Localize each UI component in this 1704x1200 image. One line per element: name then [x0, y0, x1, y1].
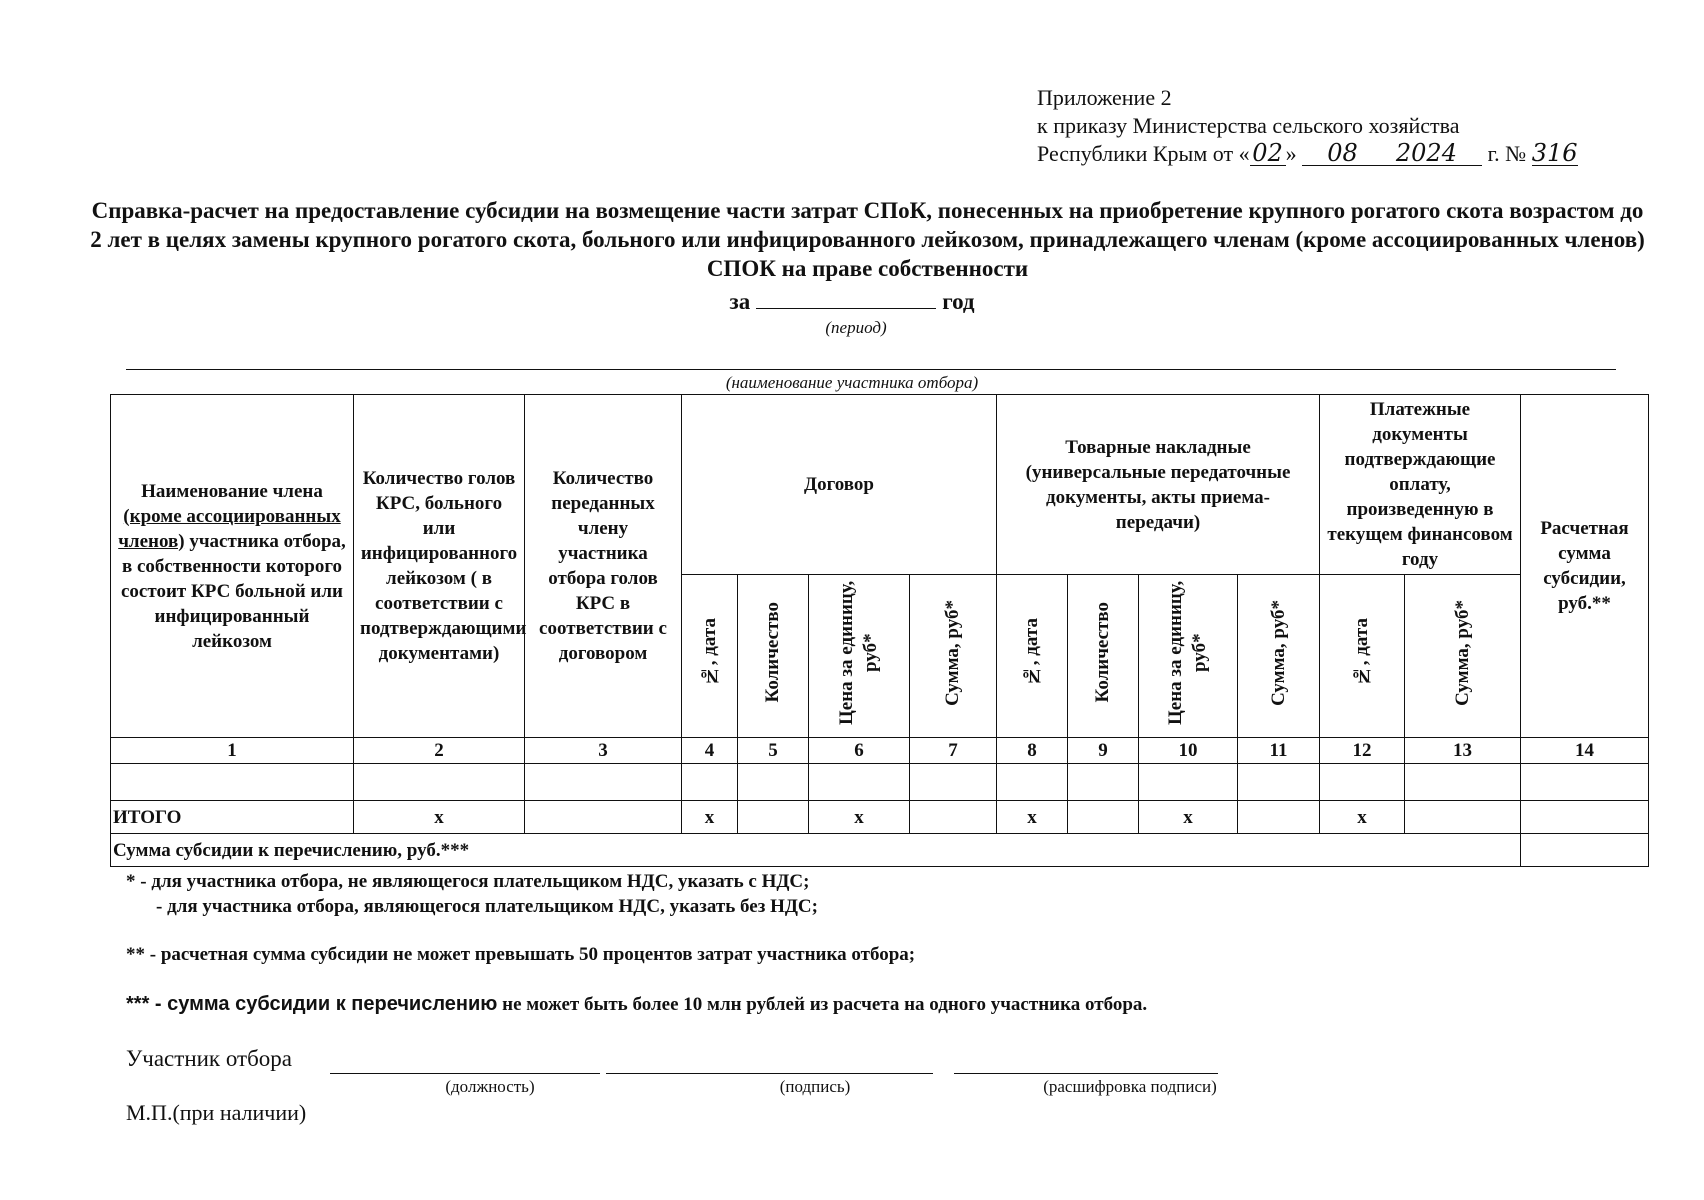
- header-transferred-count: Количество переданных члену участника отбора голов КРС в соответствии с договором: [525, 395, 682, 738]
- appendix-line-2: к приказу Министерства сельского хозяйства: [1037, 113, 1460, 138]
- period-suffix: год: [942, 289, 975, 314]
- table-cell[interactable]: [1068, 764, 1139, 801]
- table-cell[interactable]: [1521, 764, 1649, 801]
- sub-invoice-qty: [1068, 575, 1139, 738]
- table-cell[interactable]: [809, 764, 910, 801]
- col-num: 2: [354, 738, 525, 764]
- signature-label: Участник отбора: [126, 1046, 293, 1071]
- total-cell: х: [354, 801, 525, 834]
- appendix-day-close: »: [1285, 141, 1297, 166]
- subsidy-transfer-row: [111, 834, 1649, 867]
- table-cell[interactable]: [910, 764, 997, 801]
- col-num: 13: [1405, 738, 1521, 764]
- sub-contract-sum-text: Сумма, руб*: [942, 599, 963, 706]
- period-line: [0, 288, 1704, 315]
- col-num: 14: [1521, 738, 1649, 764]
- footnote-3-part-b: не может быть более 10 млн рублей из расчета на одного участника отбора.: [502, 994, 1148, 1015]
- col-num: 10: [1139, 738, 1238, 764]
- subsidy-transfer-value[interactable]: [1521, 834, 1649, 867]
- table-cell[interactable]: [1139, 764, 1238, 801]
- sub-contract-price: [809, 575, 910, 738]
- sub-invoice-price-text: Цена за единицу, руб*: [1165, 580, 1211, 725]
- total-cell[interactable]: [910, 801, 997, 834]
- signature-field[interactable]: [606, 1073, 933, 1074]
- table-cell[interactable]: [111, 764, 354, 801]
- total-cell: х: [997, 801, 1068, 834]
- sub-invoice-qty-text: Количество: [1092, 602, 1114, 703]
- footnote-2: ** - расчетная сумма субсидии не может превышать 50 процентов затрат участника отбора;: [126, 944, 916, 965]
- appendix-line-1: Приложение 2: [1037, 85, 1172, 110]
- signature-decoding-field[interactable]: [954, 1073, 1218, 1074]
- header-member-name-a: Наименование члена: [141, 480, 323, 502]
- total-cell[interactable]: [1068, 801, 1139, 834]
- table-cell[interactable]: [354, 764, 525, 801]
- appendix-month-year: [1302, 141, 1482, 166]
- header-member-name-b: (кроме ассоциированных членов): [118, 505, 341, 552]
- header-calc-subsidy: Расчетная сумма субсидии, руб.**: [1521, 395, 1649, 738]
- sub-contract-sum: [910, 575, 997, 738]
- col-num: 5: [738, 738, 809, 764]
- total-row: [111, 801, 1649, 834]
- col-num: 7: [910, 738, 997, 764]
- total-cell: х: [809, 801, 910, 834]
- sub-contract-no-date: [682, 575, 738, 738]
- period-field[interactable]: [756, 288, 936, 309]
- table-cell[interactable]: [682, 764, 738, 801]
- header-contract: Договор: [682, 395, 997, 575]
- appendix-month: 08: [1327, 139, 1358, 167]
- table-cell[interactable]: [525, 764, 682, 801]
- col-num: 6: [809, 738, 910, 764]
- appendix-line-3: [1037, 140, 1578, 168]
- sub-payment-sum-text: Сумма, руб*: [1451, 599, 1473, 706]
- total-cell[interactable]: [525, 801, 682, 834]
- table-cell[interactable]: [1238, 764, 1320, 801]
- appendix-header: [1037, 84, 1578, 168]
- appendix-line-3-prefix: Республики Крым от «: [1037, 141, 1250, 166]
- total-cell: х: [682, 801, 738, 834]
- subsidy-table: [110, 394, 1649, 867]
- sub-payment-no-date: [1320, 575, 1405, 738]
- total-cell[interactable]: [1521, 801, 1649, 834]
- participant-name-field[interactable]: [126, 369, 1616, 370]
- col-num: 4: [682, 738, 738, 764]
- total-cell: х: [1320, 801, 1405, 834]
- table-cell[interactable]: [997, 764, 1068, 801]
- total-cell[interactable]: [1238, 801, 1320, 834]
- total-cell[interactable]: [1405, 801, 1521, 834]
- period-caption: (период): [825, 318, 887, 337]
- sub-invoice-sum-text: Сумма, руб*: [1267, 599, 1289, 706]
- header-member-name-c: участника отбора, в собственности которого состоит КРС больной или инфицированный лейкозом: [121, 530, 346, 652]
- col-num: 12: [1320, 738, 1405, 764]
- participant-name-caption: (наименование участника отбора): [725, 373, 979, 392]
- table-cell[interactable]: [1405, 764, 1521, 801]
- period-prefix: за: [729, 289, 751, 314]
- sub-invoice-sum: [1238, 575, 1320, 738]
- sub-contract-qty: [738, 575, 809, 738]
- sub-invoice-no-date-text: №, дата: [1021, 618, 1043, 687]
- appendix-year: 2024: [1395, 139, 1457, 167]
- document-title: Справка-расчет на предоставление субсидии на возмещение части затрат СПоК, понесенных на приобретение крупного рогатого скота возрастом до 2 лет в целях замены крупного рогатого скота, больного или инфицированного лейкозом, принадлежащего членам (кроме ассоциированных членов) СПОК на праве собственности: [90, 198, 1645, 281]
- stamp-label: М.П.(при наличии): [126, 1100, 307, 1125]
- header-sick-count: Количество голов КРС, больного или инфицированного лейкозом ( в соответствии с подтверждающими документами): [354, 395, 525, 738]
- appendix-number-label: г. №: [1487, 141, 1527, 166]
- col-num: 8: [997, 738, 1068, 764]
- sub-contract-price-text: Цена за единицу, руб*: [836, 580, 881, 725]
- col-num: 11: [1238, 738, 1320, 764]
- appendix-number: 316: [1531, 139, 1578, 167]
- col-num: 9: [1068, 738, 1139, 764]
- signature-caption: (подпись): [779, 1077, 851, 1096]
- position-caption: (должность): [445, 1077, 535, 1096]
- col-num: 1: [111, 738, 354, 764]
- table-row-empty: [111, 764, 1649, 801]
- total-cell: х: [1139, 801, 1238, 834]
- subsidy-transfer-label: Сумма субсидии к перечислению, руб.***: [111, 834, 1521, 867]
- total-cell[interactable]: [738, 801, 809, 834]
- footnote-3: [126, 992, 1147, 1017]
- sub-invoice-price: [1139, 575, 1238, 738]
- header-payments: Платежные документы подтверждающие оплату, произведенную в текущем финансовом году: [1320, 395, 1521, 575]
- footnote-3-part-a: *** - сумма субсидии к перечислению: [126, 993, 498, 1015]
- col-num: 3: [525, 738, 682, 764]
- column-number-row: [111, 738, 1649, 764]
- sub-payment-no-date-text: №, дата: [1351, 618, 1373, 687]
- table-cell[interactable]: [1320, 764, 1405, 801]
- sub-contract-no-date-text: №, дата: [698, 618, 720, 687]
- footnote-1b: - для участника отбора, являющегося плательщиком НДС, указать без НДС;: [156, 896, 818, 917]
- sub-contract-qty-text: Количество: [762, 602, 783, 703]
- table-cell[interactable]: [738, 764, 809, 801]
- appendix-day: 02: [1250, 141, 1286, 166]
- header-member-name: [111, 395, 354, 738]
- header-invoices: Товарные накладные (универсальные передаточные документы, акты приема-передачи): [997, 395, 1320, 575]
- total-label: ИТОГО: [111, 801, 354, 834]
- decoding-caption: (расшифровка подписи): [1043, 1077, 1217, 1096]
- footnote-1a: * - для участника отбора, не являющегося плательщиком НДС, указать с НДС;: [126, 871, 810, 892]
- position-field[interactable]: [330, 1073, 600, 1074]
- sub-invoice-no-date: [997, 575, 1068, 738]
- sub-payment-sum: [1405, 575, 1521, 738]
